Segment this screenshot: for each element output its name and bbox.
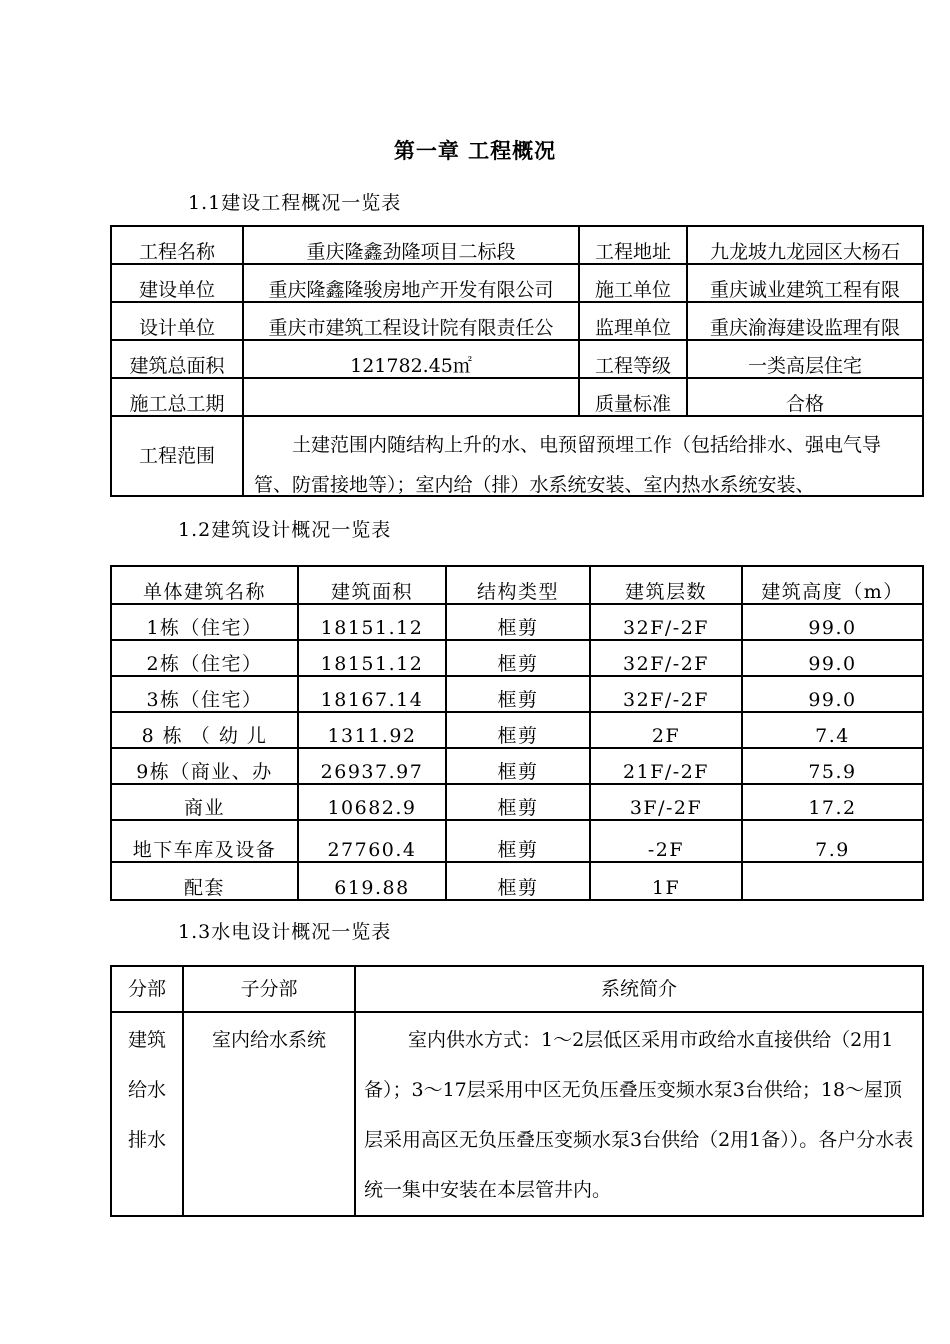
floor-count: 32F/-2F: [590, 604, 742, 640]
overview-value1: 重庆隆鑫隆骏房地产开发有限公司: [243, 264, 579, 302]
building-area: 18167.14: [298, 676, 446, 712]
building-area: 10682.9: [298, 784, 446, 820]
building-name: 9栋（商业、办: [111, 748, 298, 784]
structure-type: 框剪: [446, 604, 590, 640]
floor-count: -2F: [590, 820, 742, 862]
overview-row: [111, 378, 923, 416]
building-row: [111, 640, 923, 676]
overview-value2: 九龙坡九龙园区大杨石: [687, 226, 923, 264]
overview-label2: 施工单位: [579, 264, 687, 302]
building-area: 1311.92: [298, 712, 446, 748]
scope-text: [243, 416, 923, 496]
building-design-table: [110, 565, 924, 901]
building-row: [111, 784, 923, 820]
overview-value1: [243, 378, 579, 416]
building-height: 99.0: [742, 604, 923, 640]
building-row: [111, 604, 923, 640]
floor-count: 32F/-2F: [590, 676, 742, 712]
structure-type: 框剪: [446, 820, 590, 862]
floor-count: 1F: [590, 862, 742, 900]
section-2-heading: 1.2建筑设计概况一览表: [178, 519, 392, 541]
division-line: 排水: [127, 1129, 166, 1151]
structure-type: 框剪: [446, 676, 590, 712]
header-system-description: 系统简介: [355, 966, 923, 1012]
system-description-cell: [355, 1012, 923, 1216]
overview-row: [111, 226, 923, 264]
overview-label1: 施工总工期: [111, 378, 243, 416]
building-height: 7.9: [742, 820, 923, 862]
building-area: 18151.12: [298, 604, 446, 640]
building-row: [111, 862, 923, 900]
scope-row: [111, 416, 923, 496]
overview-label1: 工程名称: [111, 226, 243, 264]
structure-type: 框剪: [446, 784, 590, 820]
scope-label: 工程范围: [111, 416, 243, 496]
building-height: 99.0: [742, 640, 923, 676]
overview-value1: 重庆市建筑工程设计院有限责任公: [243, 302, 579, 340]
building-area: 619.88: [298, 862, 446, 900]
building-height: 17.2: [742, 784, 923, 820]
building-row: [111, 820, 923, 862]
overview-label2: 工程等级: [579, 340, 687, 378]
header-division: 分部: [111, 966, 183, 1012]
building-name: 2栋（住宅）: [111, 640, 298, 676]
building-area: 27760.4: [298, 820, 446, 862]
division-line: 给水: [127, 1079, 166, 1101]
building-header-cell: 结构类型: [446, 566, 590, 604]
overview-label2: 监理单位: [579, 302, 687, 340]
building-area: 26937.97: [298, 748, 446, 784]
overview-label1: 设计单位: [111, 302, 243, 340]
overview-label2: 工程地址: [579, 226, 687, 264]
overview-value1: 121782.45㎡: [243, 340, 579, 378]
section-1-heading: 1.1建设工程概况一览表: [188, 192, 402, 214]
overview-row: [111, 340, 923, 378]
building-height: [742, 862, 923, 900]
overview-row: [111, 264, 923, 302]
construction-overview-table: [110, 225, 924, 497]
structure-type: 框剪: [446, 862, 590, 900]
building-height: 75.9: [742, 748, 923, 784]
floor-count: 32F/-2F: [590, 640, 742, 676]
structure-type: 框剪: [446, 712, 590, 748]
overview-value2: 重庆渝海建设监理有限: [687, 302, 923, 340]
building-area: 18151.12: [298, 640, 446, 676]
overview-label2: 质量标准: [579, 378, 687, 416]
building-row: [111, 676, 923, 712]
section-3-heading: 1.3水电设计概况一览表: [178, 921, 392, 943]
building-header-cell: 建筑层数: [590, 566, 742, 604]
overview-value1: 重庆隆鑫劲隆项目二标段: [243, 226, 579, 264]
overview-label1: 建设单位: [111, 264, 243, 302]
structure-type: 框剪: [446, 640, 590, 676]
mep-design-table: [110, 965, 924, 1217]
overview-row: [111, 302, 923, 340]
scope-text-content: 土建范围内随结构上升的水、电预留预埋工作（包括给排水、强电气导管、防雷接地等）；室内给（排）水系统安装、室内热水系统安装、: [254, 434, 882, 495]
building-header-cell: 建筑高度（m）: [742, 566, 923, 604]
building-name: 8 栋 （ 幼 儿: [111, 712, 298, 748]
division-cell: [111, 1012, 183, 1216]
building-header-row: [111, 566, 923, 604]
building-name: 1栋（住宅）: [111, 604, 298, 640]
building-name: 配套: [111, 862, 298, 900]
subdivision-cell: 室内给水系统: [183, 1012, 355, 1216]
overview-value2: 一类高层住宅: [687, 340, 923, 378]
floor-count: 3F/-2F: [590, 784, 742, 820]
building-height: 99.0: [742, 676, 923, 712]
building-name: 地下车库及设备: [111, 820, 298, 862]
building-header-cell: 建筑面积: [298, 566, 446, 604]
floor-count: 21F/-2F: [590, 748, 742, 784]
building-row: [111, 748, 923, 784]
building-header-cell: 单体建筑名称: [111, 566, 298, 604]
structure-type: 框剪: [446, 748, 590, 784]
floor-count: 2F: [590, 712, 742, 748]
chapter-title: 第一章 工程概况: [393, 139, 557, 163]
overview-value2: 重庆诚业建筑工程有限: [687, 264, 923, 302]
building-row: [111, 712, 923, 748]
overview-label1: 建筑总面积: [111, 340, 243, 378]
building-height: 7.4: [742, 712, 923, 748]
header-subdivision: 子分部: [183, 966, 355, 1012]
building-name: 商业: [111, 784, 298, 820]
system-description-text: 室内供水方式：1～2层低区采用市政给水直接供给（2用1备）；3～17层采用中区无负压叠压变频水泵3台供给；18～屋顶层采用高区无负压叠压变频水泵3台供给（2用1备））。各户分水表统一集中安装在本层管井内。: [364, 1029, 914, 1201]
division-line: 建筑: [127, 1029, 166, 1051]
overview-value2: 合格: [687, 378, 923, 416]
building-name: 3栋（住宅）: [111, 676, 298, 712]
